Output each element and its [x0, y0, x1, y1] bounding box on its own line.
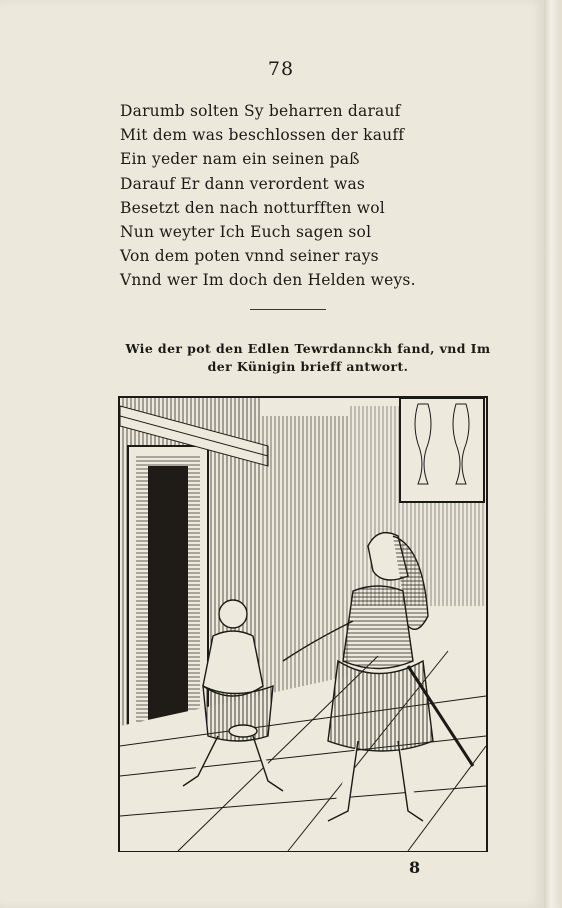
page-edge [544, 0, 562, 908]
section-divider [250, 309, 326, 310]
woodcut-illustration [118, 396, 488, 852]
verse-line: Von dem poten vnnd seiner rays [120, 247, 379, 266]
verse-line: Darauf Er dann verordent was [120, 174, 366, 193]
verse-line: Nun weyter Ich Euch sagen sol [120, 223, 372, 242]
verse-line: Vnnd wer Im doch den Helden weys. [120, 271, 416, 290]
caption-line: Wie der pot den Edlen Tewrdannckh fand, vnd Im [125, 341, 491, 356]
caption-line: der Künigin brieff antwort. [207, 359, 409, 374]
illustration-caption [96, 340, 520, 376]
verse-line: Besetzt den nach notturfften wol [120, 198, 385, 217]
verse-line: Ein yeder nam ein seinen paß [120, 150, 360, 169]
page-number: 78 [267, 58, 295, 80]
signature-mark: 8 [409, 858, 421, 877]
verse-line: Mit dem was beschlossen der kauff [120, 126, 405, 145]
verse-line: Darumb solten Sy beharren darauf [120, 102, 401, 120]
verse-block [120, 99, 440, 293]
